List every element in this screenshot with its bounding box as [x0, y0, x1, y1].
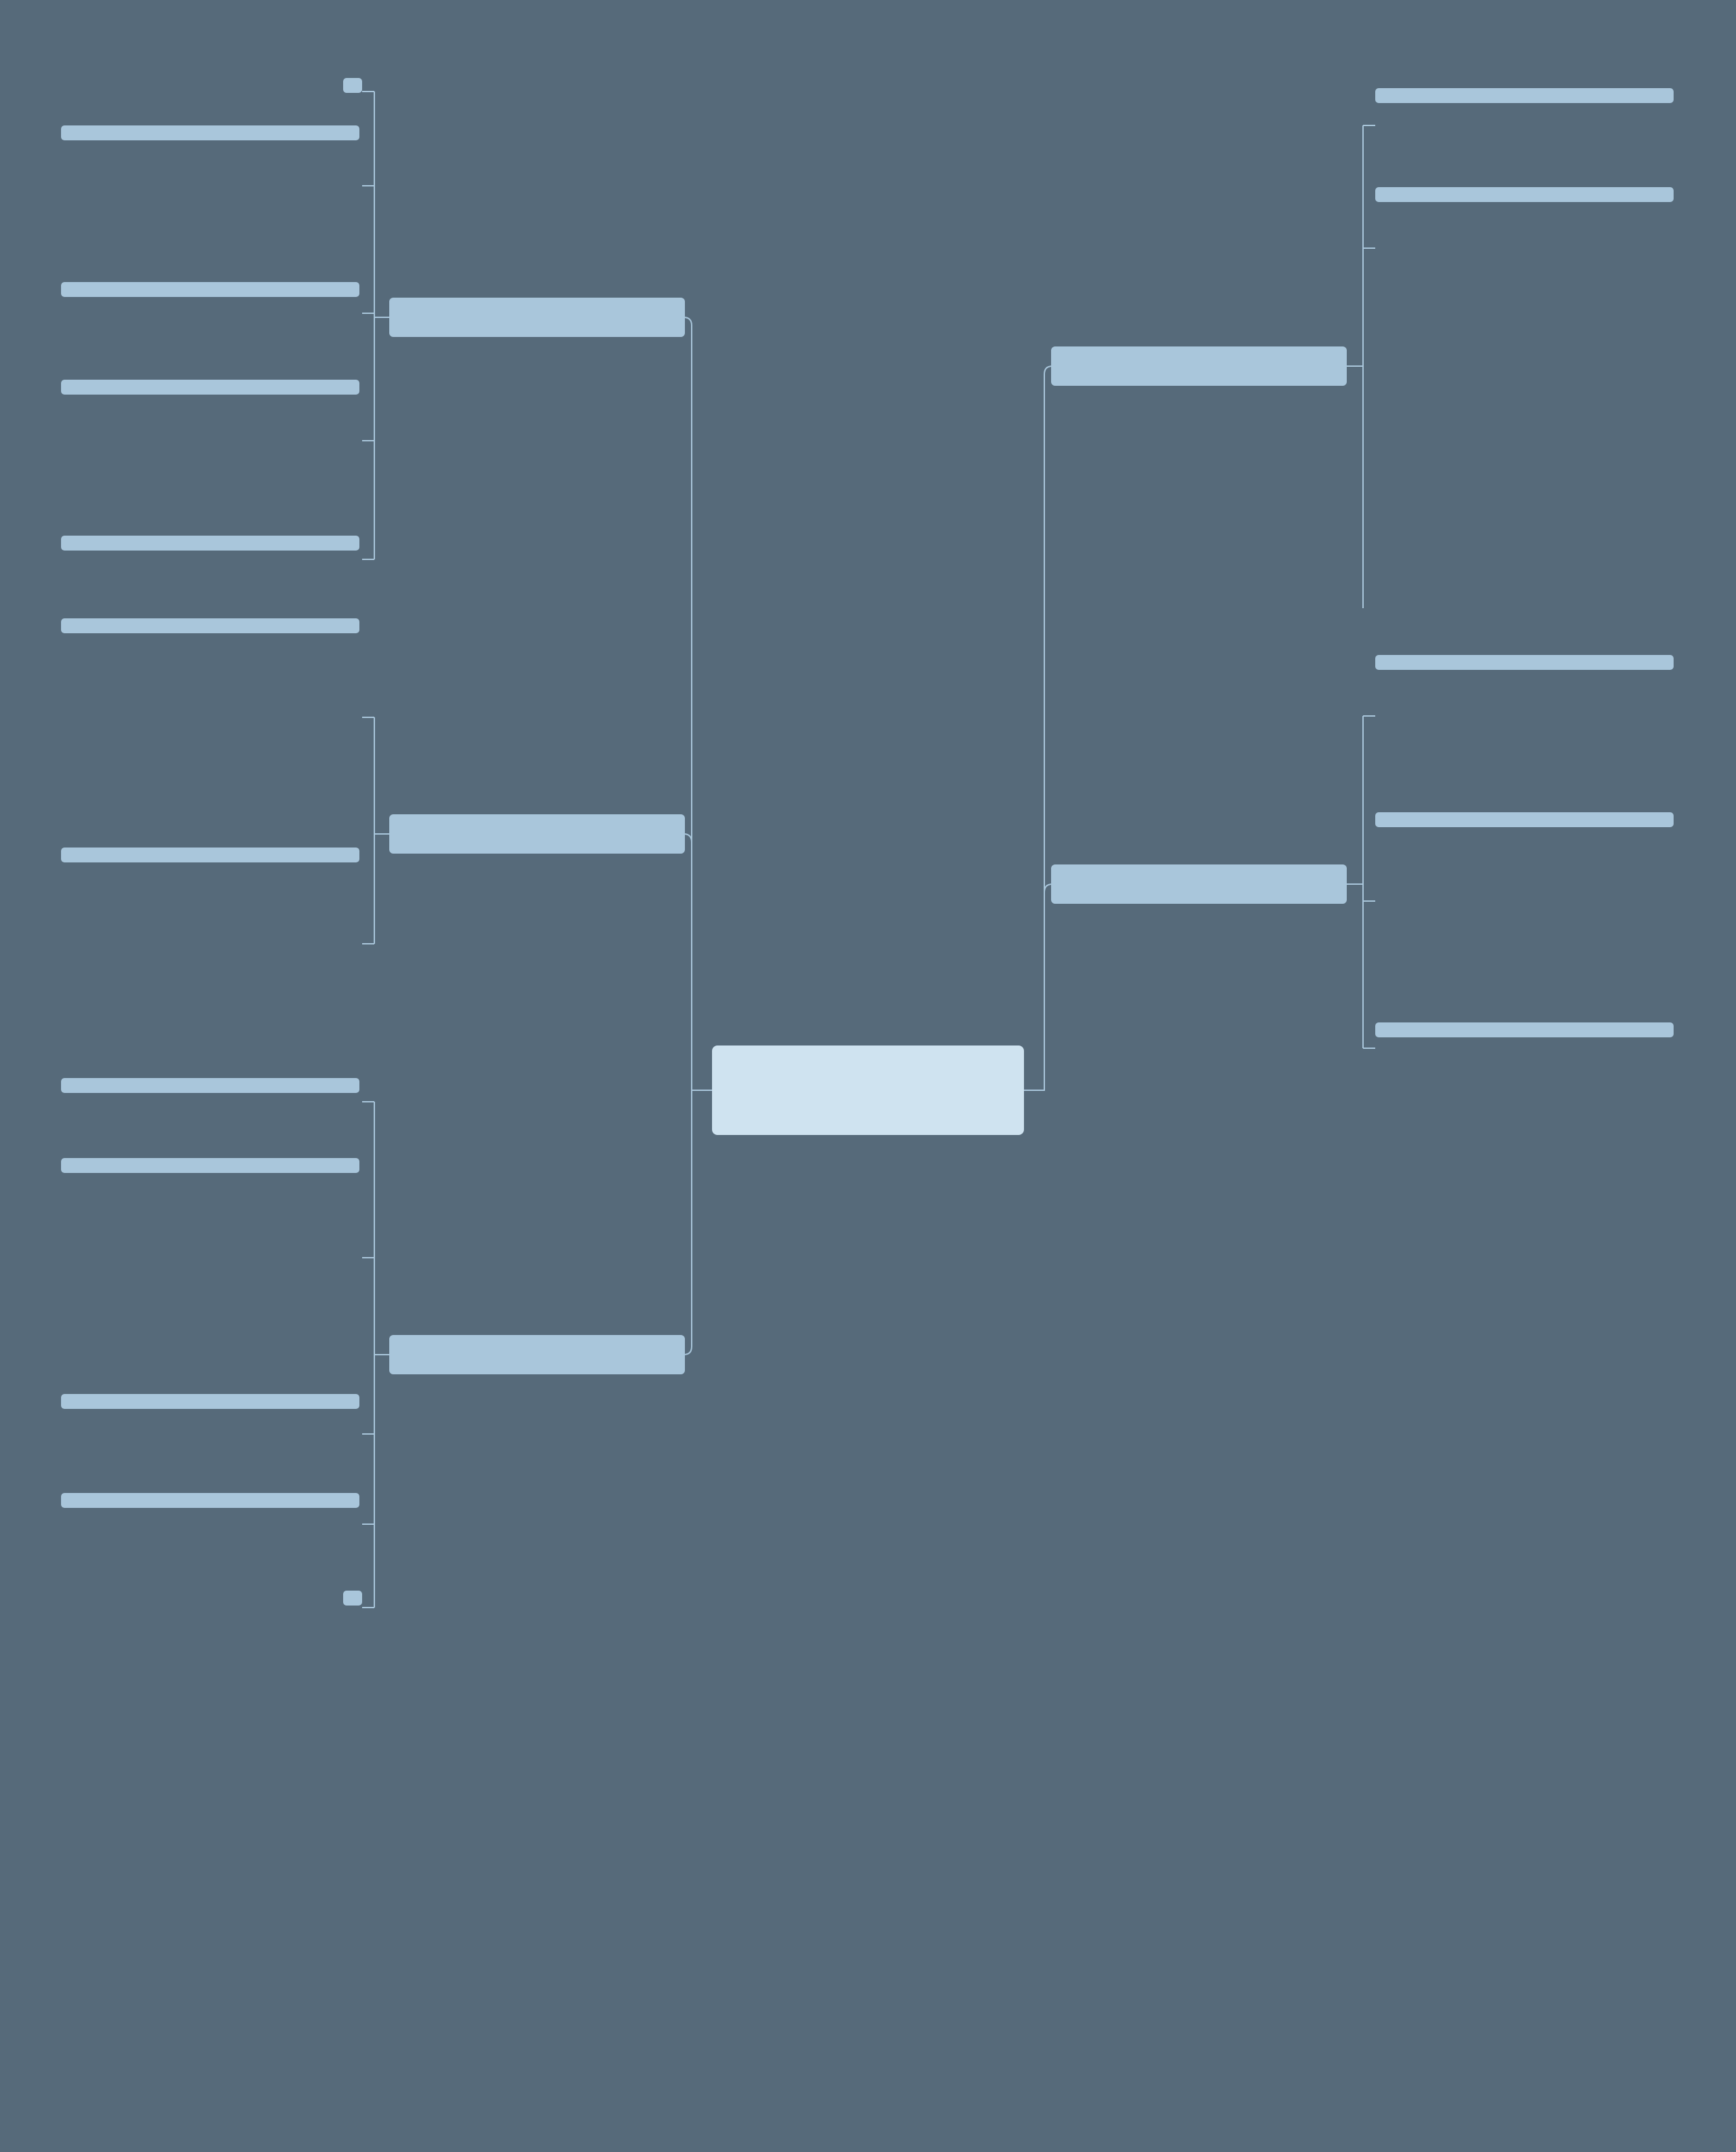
connector-line — [684, 834, 712, 1090]
leaf-text[interactable] — [343, 78, 362, 93]
connector-line — [1024, 884, 1052, 1090]
leaf-text[interactable] — [1375, 812, 1674, 827]
leaf-text[interactable] — [61, 1078, 359, 1093]
branch-topic[interactable] — [1051, 346, 1347, 386]
leaf-text[interactable] — [1375, 88, 1674, 103]
branch-topic[interactable] — [1051, 864, 1347, 904]
leaf-text[interactable] — [61, 1394, 359, 1409]
connector-line — [1024, 366, 1052, 1090]
branch-topic[interactable] — [389, 298, 685, 337]
leaf-text[interactable] — [61, 1158, 359, 1173]
branch-topic[interactable] — [389, 814, 685, 854]
leaf-text[interactable] — [61, 848, 359, 862]
leaf-text[interactable] — [61, 282, 359, 297]
connector-line — [684, 1090, 712, 1355]
leaf-text[interactable] — [343, 1591, 362, 1606]
branch-topic[interactable] — [389, 1335, 685, 1374]
leaf-text[interactable] — [61, 380, 359, 395]
leaf-text[interactable] — [61, 1493, 359, 1508]
leaf-text[interactable] — [61, 618, 359, 633]
connector-line — [684, 317, 712, 1090]
leaf-text[interactable] — [1375, 1022, 1674, 1037]
central-topic[interactable] — [712, 1045, 1024, 1135]
leaf-text[interactable] — [61, 536, 359, 551]
leaf-text[interactable] — [1375, 655, 1674, 670]
leaf-text[interactable] — [61, 125, 359, 140]
leaf-text[interactable] — [1375, 187, 1674, 202]
